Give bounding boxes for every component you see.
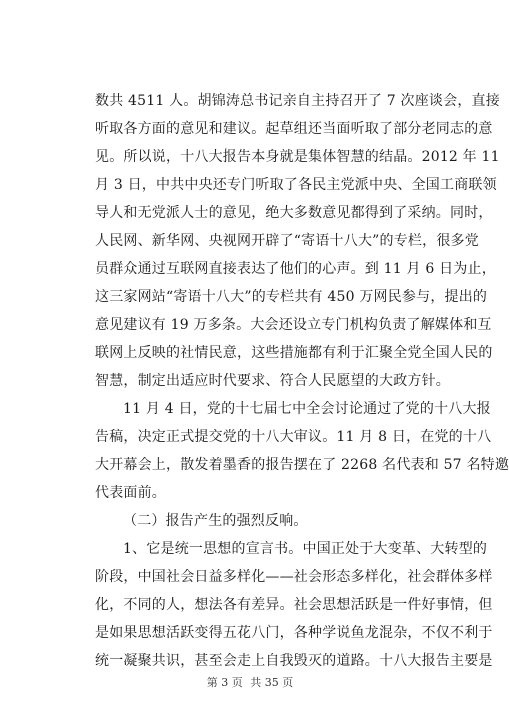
page-total: 共 35 页 xyxy=(250,676,294,689)
text-line: 导人和无党派人士的意见，绝大多数意见都得到了采纳。同时， xyxy=(95,205,493,221)
text-line: 智慧，制定出适应时代要求、符合人民愿望的大政方针。 xyxy=(95,373,450,389)
page-number: 第 3 页 xyxy=(206,676,243,689)
text-line: 代表面前。 xyxy=(95,485,166,501)
text-line: 联网上反映的社情民意，这些措施都有利于汇聚全党全国人民的 xyxy=(95,345,493,361)
body-text xyxy=(95,87,509,675)
page-footer xyxy=(0,674,500,690)
text-line: 大开幕会上，散发着墨香的报告摆在了 2268 名代表和 57 名特邀 xyxy=(95,457,509,473)
text-line: 1、它是统一思想的宣言书。中国正处于大变革、大转型的 xyxy=(123,541,488,557)
text-line: 是如果思想活跃变得五花八门，各种学说鱼龙混杂，不仅不利于 xyxy=(95,625,493,641)
text-line: 员群众通过互联网直接表达了他们的心声。到 11 月 6 日为止， xyxy=(95,261,496,277)
text-line: 见。所以说，十八大报告本身就是集体智慧的结晶。2012 年 11 xyxy=(95,149,500,165)
text-line: 化，不同的人，想法各有差异。社会思想活跃是一件好事情，但 xyxy=(95,597,493,613)
text-line: 月 3 日，中共中央还专门听取了各民主党派中央、全国工商联领 xyxy=(95,177,497,193)
text-line: 11 月 4 日，党的十七届七中全会讨论通过了党的十八大报 xyxy=(123,401,491,417)
text-line: 人民网、新华网、央视网开辟了“寄语十八大”的专栏，很多党 xyxy=(95,233,479,249)
text-line: 这三家网站“寄语十八大”的专栏共有 450 万网民参与，提出的 xyxy=(95,289,488,305)
text-line: 意见建议有 19 万多条。大会还设立专门机构负责了解媒体和互 xyxy=(95,317,492,333)
text-line: 阶段，中国社会日益多样化——社会形态多样化，社会群体多样 xyxy=(95,569,493,585)
text-line: （二）报告产生的强烈反响。 xyxy=(123,513,308,529)
text-line: 听取各方面的意见和建议。起草组还当面听取了部分老同志的意 xyxy=(95,121,493,137)
text-line: 告稿，决定正式提交党的十八大审议。11 月 8 日，在党的十八 xyxy=(95,429,492,445)
text-line: 数共 4511 人。胡锦涛总书记亲自主持召开了 7 次座谈会，直接 xyxy=(95,93,500,109)
text-line: 统一凝聚共识，甚至会走上自我毁灭的道路。十八大报告主要是 xyxy=(95,653,493,669)
